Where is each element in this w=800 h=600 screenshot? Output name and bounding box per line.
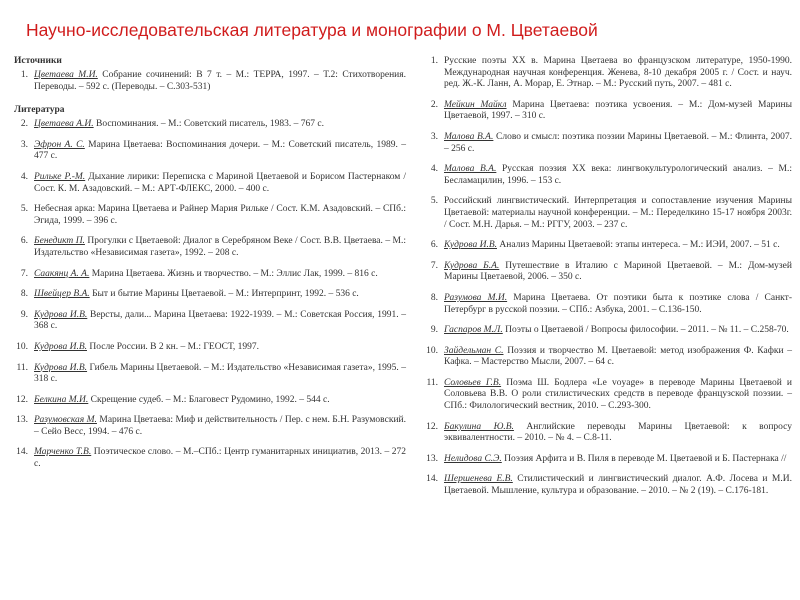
item-number: 10. bbox=[426, 345, 438, 356]
item-number: 3. bbox=[430, 131, 438, 142]
item-number: 6. bbox=[20, 236, 28, 247]
bibliography-item bbox=[418, 100, 792, 123]
item-text bbox=[444, 164, 792, 187]
slide-title: Научно-исследовательская литература и монографии о М. Цветаевой bbox=[26, 20, 598, 40]
item-number: 2. bbox=[430, 99, 438, 110]
item-text bbox=[34, 310, 406, 333]
item-text bbox=[34, 172, 406, 195]
bibliography-item bbox=[8, 363, 406, 386]
bibliography-item bbox=[8, 342, 406, 354]
item-description: Английские переводы Марины Цветаевой: к вопросу эквивалентности. – 2010. – № 4. – С.8-11. bbox=[444, 421, 792, 444]
item-number: 9. bbox=[430, 325, 438, 336]
item-author: Марченко Т.В. bbox=[34, 447, 92, 458]
item-description: Скрещение судеб. – М.: Благовест Рудомино, 1992. – 544 с. bbox=[88, 394, 330, 405]
bibliography-item bbox=[418, 422, 792, 445]
item-text bbox=[444, 196, 792, 231]
item-text bbox=[34, 342, 406, 354]
item-text bbox=[34, 140, 406, 163]
item-author: Белкина М.И. bbox=[34, 394, 89, 405]
item-description: После России. В 2 кн. – М.: ГЕОСТ, 1997. bbox=[87, 341, 259, 352]
item-description: Воспоминания. – М.: Советский писатель, 1983. – 767 с. bbox=[93, 119, 324, 130]
right-column bbox=[418, 56, 792, 596]
item-description: Версты, дали... Марина Цветаева: 1922-1939. – М.: Советская Россия, 1991. – 368 с. bbox=[34, 309, 406, 332]
item-author: Саакянц А. А. bbox=[34, 268, 90, 279]
item-author: Разумова М.И. bbox=[444, 292, 508, 303]
item-number: 12. bbox=[16, 394, 28, 405]
item-author: Нелидова С.Э. bbox=[444, 453, 502, 464]
left-column bbox=[8, 56, 406, 596]
right-list bbox=[418, 56, 792, 498]
item-author: Разумовская М. bbox=[34, 415, 97, 426]
item-description: Анализ Марины Цветаевой: этапы интереса. – М.: ИЭИ, 2007. – 51 с. bbox=[497, 240, 780, 251]
item-description: Поэзия и творчество М. Цветаевой: метод изображения Ф. Кафки – Кафка. – Мастерство Мысли, 2007. – 64 с. bbox=[444, 345, 792, 368]
item-number: 9. bbox=[20, 309, 28, 320]
item-author: Шершенева Е.В. bbox=[444, 474, 513, 485]
item-text bbox=[444, 474, 792, 497]
item-text bbox=[34, 269, 406, 281]
item-number: 7. bbox=[20, 268, 28, 279]
item-description: Поэзия Арфита и В. Пиля в переводе М. Цветаевой и Б. Пастернака // bbox=[501, 453, 787, 464]
bibliography-item bbox=[8, 415, 406, 438]
bibliography-item bbox=[418, 346, 792, 369]
bibliography-item bbox=[418, 325, 792, 337]
item-text bbox=[444, 293, 792, 316]
item-text bbox=[444, 261, 792, 284]
item-author: Гаспаров М.Л. bbox=[444, 325, 503, 336]
item-author: Малова В.А. bbox=[444, 131, 494, 142]
bibliography-item bbox=[8, 172, 406, 195]
item-description: Путешествие в Италию с Мариной Цветаевой. – М.: Дом-музей Марины Цветаевой, 2006. – 350 с. bbox=[444, 260, 792, 283]
bibliography-item bbox=[8, 289, 406, 301]
bibliography-item bbox=[8, 395, 406, 407]
item-author: Соловьев Г.В. bbox=[444, 377, 502, 388]
item-text bbox=[444, 100, 792, 123]
item-description: Дыхание лирики: Переписка с Мариной Цветаевой и Борисом Пастернаком / Сост. К. М. Азадовский. – М.: АРТ-ФЛЕКС, 2000. – 400 с. bbox=[34, 171, 406, 194]
item-author: Мейкин Майкл bbox=[444, 99, 507, 110]
item-description: Поэтическое слово. – М.–СПб.: Центр гуманитарных инициатив, 2013. – 272 с. bbox=[34, 447, 406, 470]
item-author: Бенедикт П. bbox=[34, 236, 85, 247]
item-description: Быт и бытие Марины Цветаевой. – М.: Интерпринт, 1992. – 536 с. bbox=[89, 289, 359, 300]
item-text bbox=[34, 415, 406, 438]
item-number: 4. bbox=[430, 164, 438, 175]
item-description: Марина Цветаева: Миф и действительность / Пер. с нем. Б.Н. Разумовский. – Сейо Весс, 1994. – 476 с. bbox=[34, 415, 406, 437]
item-author: Цветаева М.И. bbox=[34, 70, 98, 80]
item-author: Кудрова И.В. bbox=[34, 341, 87, 352]
literature-heading: Литература bbox=[14, 105, 65, 116]
item-text bbox=[444, 378, 792, 413]
literature-list bbox=[8, 119, 406, 470]
item-description: Гибель Марины Цветаевой. – М.: Издательство «Независимая газета», 1995. – 318 с. bbox=[34, 362, 406, 385]
item-number: 11. bbox=[16, 362, 28, 373]
item-description: Марина Цветаева: поэтика усвоения. – М.: Дом-музей Марины Цветаевой, 1997. – 310 с. bbox=[444, 99, 792, 122]
item-number: 13. bbox=[426, 453, 438, 464]
bibliography-item bbox=[8, 310, 406, 333]
item-number: 5. bbox=[430, 196, 438, 207]
item-text bbox=[444, 422, 792, 445]
item-number: 1. bbox=[430, 56, 438, 66]
item-number: 13. bbox=[16, 415, 28, 426]
item-text bbox=[34, 236, 406, 259]
item-author: Эфрон А. С. bbox=[34, 139, 85, 150]
bibliography-item bbox=[418, 378, 792, 413]
item-description: Марина Цветаева: Воспоминания дочери. – М.: Советский писатель, 1989. – 477 с. bbox=[34, 139, 406, 162]
item-text bbox=[444, 132, 792, 155]
item-description: Русская поэзия XX века: лингвокультурологический анализ. – М.: Бесламацилин, 1996. – 153 с. bbox=[444, 164, 792, 186]
item-number: 11. bbox=[426, 377, 438, 388]
item-author: Кудрова И.В. bbox=[444, 240, 497, 251]
item-text bbox=[34, 119, 406, 131]
bibliography-item bbox=[8, 447, 406, 470]
item-description: Поэма Ш. Бодлера «Le voyage» в переводе Марины Цветаевой и Соловьева В.В. О роли стилистических средств в переводе французской поэзии. – СПб.: Филологический вестник, 2010. – С.293-300. bbox=[444, 377, 792, 412]
item-author: Зайдельман С. bbox=[444, 345, 504, 356]
bibliography-item bbox=[418, 454, 792, 466]
item-author: Швейцер В.А. bbox=[34, 289, 90, 300]
item-author: Кудрова И.В. bbox=[34, 362, 88, 373]
sources-list bbox=[8, 70, 406, 93]
item-number: 7. bbox=[430, 260, 438, 271]
item-text bbox=[444, 240, 792, 252]
item-number: 6. bbox=[430, 240, 438, 251]
item-number: 14. bbox=[426, 474, 438, 485]
item-description: Слово и смысл: поэтика поэзии Марины Цветаевой. – М.: Флинта, 2007. – 256 с. bbox=[444, 131, 792, 154]
item-description: Небесная арка: Марина Цветаева и Райнер Мария Рильке / Сост. К.М. Азадовский. – СПб.: Эгида, 1999. – 396 с. bbox=[34, 204, 406, 226]
item-text bbox=[444, 56, 792, 91]
item-number: 10. bbox=[16, 341, 28, 352]
item-text bbox=[34, 447, 406, 470]
bibliography-item bbox=[418, 240, 792, 252]
item-description: Марина Цветаева. Жизнь и творчество. – М.: Эллис Лак, 1999. – 816 с. bbox=[89, 268, 378, 279]
item-author: Малова В.А. bbox=[444, 164, 497, 175]
item-text bbox=[34, 289, 406, 301]
bibliography-item bbox=[8, 70, 406, 93]
bibliography-item bbox=[8, 140, 406, 163]
item-author: Рильке Р.-М. bbox=[34, 171, 86, 182]
item-description: Русские поэты XX в. Марина Цветаева во французском литературе, 1950-1990. Международная научная конференция. Женева, 8-10 декабря 2005 г. / Сост. и науч. ред. Ж.-К. Ланн, А. Морар, Е. Этнар. – М.: Русский путь, 2007. – 481 с. bbox=[444, 56, 792, 90]
item-text bbox=[444, 346, 792, 369]
bibliography-item bbox=[418, 261, 792, 284]
item-number: 8. bbox=[430, 292, 438, 303]
item-number: 8. bbox=[20, 289, 28, 300]
bibliography-item bbox=[418, 474, 792, 497]
item-author: Бакулина Ю.В. bbox=[444, 421, 514, 432]
bibliography-item bbox=[418, 164, 792, 187]
bibliography-item bbox=[8, 269, 406, 281]
bibliography-item bbox=[8, 236, 406, 259]
item-description: Поэты о Цветаевой / Вопросы философии. – 2011. – № 11. – С.258-70. bbox=[502, 325, 789, 336]
bibliography-item bbox=[418, 132, 792, 155]
bibliography-item bbox=[418, 56, 792, 91]
bibliography-item bbox=[418, 293, 792, 316]
item-number: 3. bbox=[20, 139, 28, 150]
item-text bbox=[444, 325, 792, 337]
item-number: 12. bbox=[426, 421, 438, 432]
item-number: 14. bbox=[16, 447, 28, 458]
item-number: 2. bbox=[20, 119, 28, 130]
item-author: Цветаева А.И. bbox=[34, 119, 94, 130]
item-description: Марина Цветаева. От поэтики быта к поэтике слова / Санкт-Петербург в русской поэзии. – СПб.: Азбука, 2001. – С.136-150. bbox=[444, 292, 792, 315]
item-number: 5. bbox=[20, 204, 28, 215]
item-text bbox=[34, 204, 406, 227]
sources-heading: Источники bbox=[14, 56, 62, 66]
item-description: Стилистический и лингвистический диалог. А.Ф. Лосева и М.И. Цветаевой. Мышление, культура и образование. – 2010. – № 2 (19). – С.176-181. bbox=[444, 474, 792, 497]
item-number: 1. bbox=[20, 70, 28, 80]
bibliography-item bbox=[8, 119, 406, 131]
item-text bbox=[34, 363, 406, 386]
item-number: 4. bbox=[20, 171, 28, 182]
bibliography-item bbox=[418, 196, 792, 231]
item-author: Кудрова И.В. bbox=[34, 309, 88, 320]
item-description: Собрание сочинений: В 7 т. – М.: ТЕРРА, 1997. – Т.2: Стихотворения. Переводы. – 592 с. (Переводы. – С.303-531) bbox=[34, 70, 406, 92]
item-text bbox=[444, 454, 792, 466]
item-text bbox=[34, 70, 406, 93]
bibliography-item bbox=[8, 204, 406, 227]
item-description: Российский лингвистический. Интерпретация и сопоставление изучения Марины Цветаевой: материалы научной конференции. – М.: Переделкино 15-17 ноября 2003г. / Сост. М.Н. Дарья. – М.: РГГУ, 2003. – 237 с. bbox=[444, 196, 792, 230]
item-description: Прогулки с Цветаевой: Диалог в Серебряном Веке / Сост. В.В. Цветаева. – М.: Издательство «Независимая газета», 1992. – 208 с. bbox=[34, 236, 406, 258]
item-author: Кудрова Б.А. bbox=[444, 260, 500, 271]
item-text bbox=[34, 395, 406, 407]
